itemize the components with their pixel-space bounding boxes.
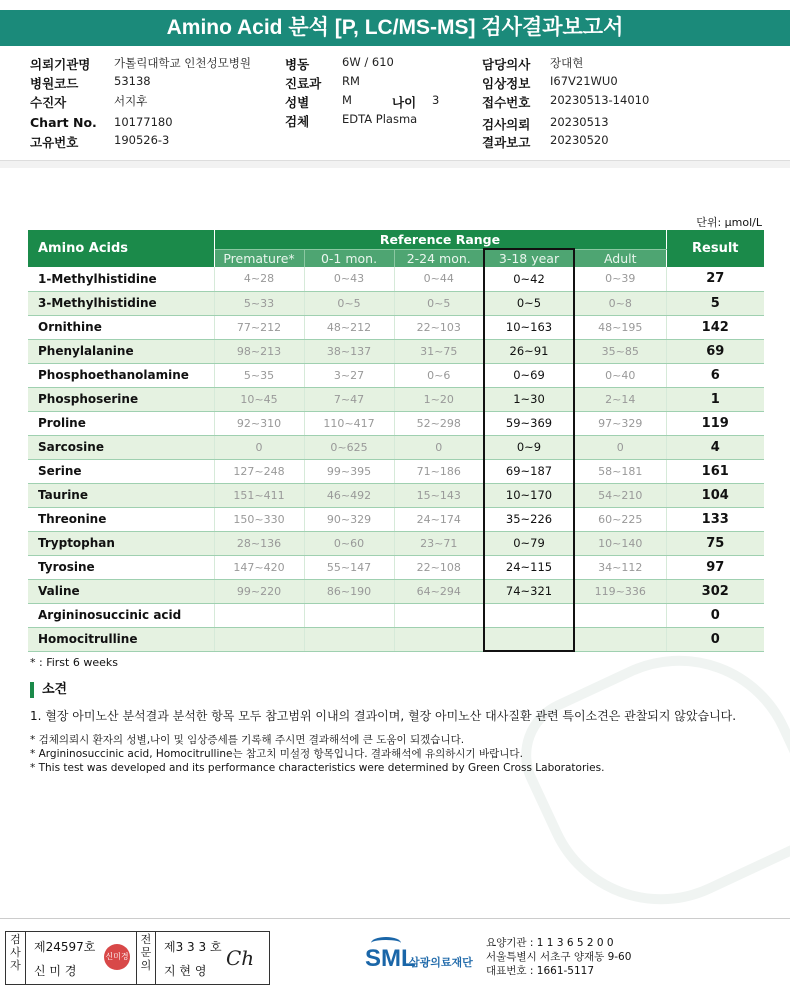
note-line: * This test was developed and its performance characteristics were determined by Green Cross Laboratories. bbox=[30, 762, 605, 774]
reference-range-cell: 26~91 bbox=[484, 339, 574, 363]
reference-range-cell: 69~187 bbox=[484, 459, 574, 483]
result-value: 4 bbox=[666, 435, 764, 459]
result-value: 142 bbox=[666, 315, 764, 339]
table-row bbox=[28, 387, 764, 411]
reference-range-cell: 2~14 bbox=[574, 387, 666, 411]
finding-text: 1. 혈장 아미노산 분석결과 분석한 항목 모두 참고범위 이내의 결과이며, 혈장 아미노산 대사질환 관련 특이소견은 관찰되지 않았습니다. bbox=[30, 709, 737, 723]
reference-range-cell bbox=[484, 603, 574, 627]
reference-range-cell: 0~42 bbox=[484, 267, 574, 291]
reference-range-cell: 151~411 bbox=[214, 483, 304, 507]
amino-acid-name: Argininosuccinic acid bbox=[28, 603, 214, 627]
info-label: 병원코드 bbox=[30, 76, 79, 91]
reference-range-cell: 0~43 bbox=[304, 267, 394, 291]
amino-acid-name: Sarcosine bbox=[28, 435, 214, 459]
reference-range-cell: 60~225 bbox=[574, 507, 666, 531]
amino-acid-table bbox=[28, 230, 764, 652]
amino-acid-name: Phosphoserine bbox=[28, 387, 214, 411]
unit-label: 단위: μmol/L bbox=[696, 216, 762, 229]
footer bbox=[0, 918, 790, 992]
table-row bbox=[28, 483, 764, 507]
table-row bbox=[28, 339, 764, 363]
amino-acid-name: Tryptophan bbox=[28, 531, 214, 555]
result-value: 0 bbox=[666, 627, 764, 651]
report-title: Amino Acid 분석 [P, LC/MS-MS] 검사결과보고서 bbox=[0, 10, 790, 46]
header-result: Result bbox=[666, 230, 764, 267]
reference-range-cell: 0~39 bbox=[574, 267, 666, 291]
reference-range-cell bbox=[304, 603, 394, 627]
info-value: 20230513-14010 bbox=[550, 93, 650, 107]
result-value: 69 bbox=[666, 339, 764, 363]
reference-range-cell: 22~103 bbox=[394, 315, 484, 339]
amino-acid-name: Proline bbox=[28, 411, 214, 435]
reference-range-cell: 90~329 bbox=[304, 507, 394, 531]
amino-acid-name: Tyrosine bbox=[28, 555, 214, 579]
result-value: 6 bbox=[666, 363, 764, 387]
info-value: EDTA Plasma bbox=[342, 112, 418, 126]
notes bbox=[30, 733, 604, 775]
amino-acid-name: Serine bbox=[28, 459, 214, 483]
reference-range-cell: 0~60 bbox=[304, 531, 394, 555]
reference-range-cell: 110~417 bbox=[304, 411, 394, 435]
specialist-license: 제3 3 3 호 bbox=[164, 940, 222, 954]
reference-range-cell: 5~35 bbox=[214, 363, 304, 387]
info-label: 검사의뢰 bbox=[482, 117, 531, 132]
info-label: 수진자 bbox=[30, 95, 67, 110]
reference-range-cell: 119~336 bbox=[574, 579, 666, 603]
reference-range-cell: 52~298 bbox=[394, 411, 484, 435]
reference-range-cell bbox=[574, 627, 666, 651]
examiner-stamp: 신미경 bbox=[104, 944, 130, 970]
examiner-label: 검사자 bbox=[6, 932, 26, 984]
table-row bbox=[28, 459, 764, 483]
reference-range-cell bbox=[214, 627, 304, 651]
reference-range-cell: 64~294 bbox=[394, 579, 484, 603]
result-value: 302 bbox=[666, 579, 764, 603]
reference-range-cell: 147~420 bbox=[214, 555, 304, 579]
info-value: 10177180 bbox=[114, 115, 173, 129]
reference-range-cell: 86~190 bbox=[304, 579, 394, 603]
section-divider bbox=[0, 160, 790, 168]
result-value: 97 bbox=[666, 555, 764, 579]
lab-phone: 대표번호 : 1661-5117 bbox=[486, 965, 595, 977]
info-value: RM bbox=[342, 74, 360, 88]
lab-name: 삼광의료재단 bbox=[409, 956, 473, 969]
reference-range-cell: 0~8 bbox=[574, 291, 666, 315]
reference-range-cell: 127~248 bbox=[214, 459, 304, 483]
reference-range-cell: 0~5 bbox=[304, 291, 394, 315]
reference-range-cell: 31~75 bbox=[394, 339, 484, 363]
header-amino-acids: Amino Acids bbox=[28, 230, 214, 267]
amino-acid-name: Ornithine bbox=[28, 315, 214, 339]
reference-range-cell: 55~147 bbox=[304, 555, 394, 579]
table-row bbox=[28, 315, 764, 339]
table-row bbox=[28, 363, 764, 387]
logo-text: SML bbox=[365, 945, 416, 972]
reference-range-cell: 58~181 bbox=[574, 459, 666, 483]
reference-range-cell: 35~226 bbox=[484, 507, 574, 531]
table-row bbox=[28, 411, 764, 435]
signature-box bbox=[5, 931, 270, 985]
reference-range-cell bbox=[394, 627, 484, 651]
reference-range-cell: 150~330 bbox=[214, 507, 304, 531]
reference-range-cell: 46~492 bbox=[304, 483, 394, 507]
reference-range-cell: 34~112 bbox=[574, 555, 666, 579]
amino-acid-name: 3-Methylhistidine bbox=[28, 291, 214, 315]
reference-range-cell: 10~163 bbox=[484, 315, 574, 339]
amino-acid-name: Homocitrulline bbox=[28, 627, 214, 651]
reference-range-cell: 23~71 bbox=[394, 531, 484, 555]
subheader-adult: Adult bbox=[574, 249, 666, 267]
reference-range-cell bbox=[574, 603, 666, 627]
reference-range-cell: 24~115 bbox=[484, 555, 574, 579]
examiner-license: 제24597호 bbox=[34, 940, 96, 954]
reference-range-cell: 24~174 bbox=[394, 507, 484, 531]
result-value: 104 bbox=[666, 483, 764, 507]
reference-range-cell: 0~69 bbox=[484, 363, 574, 387]
lab-address: 서울특별시 서초구 양재동 9-60 bbox=[486, 951, 632, 963]
info-label: 병동 bbox=[285, 57, 310, 72]
reference-range-cell bbox=[394, 603, 484, 627]
note-line: * 검체의뢰시 환자의 성별,나이 및 임상증세를 기록해 주시면 결과해석에 큰 도움이 되겠습니다. bbox=[30, 734, 465, 746]
age-value: 3 bbox=[432, 93, 440, 107]
reference-range-cell bbox=[484, 627, 574, 651]
section-title: 소견 bbox=[30, 682, 67, 698]
table-row bbox=[28, 579, 764, 603]
background-watermark bbox=[501, 616, 790, 943]
reference-range-cell: 48~212 bbox=[304, 315, 394, 339]
info-value: 20230520 bbox=[550, 133, 609, 147]
table-row bbox=[28, 555, 764, 579]
reference-range-cell: 15~143 bbox=[394, 483, 484, 507]
result-value: 133 bbox=[666, 507, 764, 531]
reference-range-cell: 10~45 bbox=[214, 387, 304, 411]
table-row bbox=[28, 627, 764, 651]
reference-range-cell: 99~220 bbox=[214, 579, 304, 603]
reference-range-cell: 0~5 bbox=[484, 291, 574, 315]
info-label: Chart No. bbox=[30, 115, 97, 130]
header-reference-range: Reference Range bbox=[214, 230, 666, 249]
reference-range-cell: 54~210 bbox=[574, 483, 666, 507]
reference-range-cell: 48~195 bbox=[574, 315, 666, 339]
result-value: 5 bbox=[666, 291, 764, 315]
amino-acid-name: Valine bbox=[28, 579, 214, 603]
reference-range-cell: 0~625 bbox=[304, 435, 394, 459]
amino-acid-rows bbox=[28, 267, 764, 651]
result-value: 1 bbox=[666, 387, 764, 411]
table-row bbox=[28, 531, 764, 555]
reference-range-cell: 0~5 bbox=[394, 291, 484, 315]
info-label: 고유번호 bbox=[30, 135, 79, 150]
amino-acid-name: Threonine bbox=[28, 507, 214, 531]
table-row bbox=[28, 267, 764, 291]
reference-range-cell bbox=[304, 627, 394, 651]
footnote: * : First 6 weeks bbox=[30, 656, 118, 669]
reference-range-cell: 35~85 bbox=[574, 339, 666, 363]
result-value: 161 bbox=[666, 459, 764, 483]
reference-range-cell: 3~27 bbox=[304, 363, 394, 387]
reference-range-cell: 71~186 bbox=[394, 459, 484, 483]
info-value: 서지후 bbox=[114, 94, 148, 108]
reference-range-cell: 99~395 bbox=[304, 459, 394, 483]
reference-range-cell: 1~20 bbox=[394, 387, 484, 411]
reference-range-cell: 92~310 bbox=[214, 411, 304, 435]
result-value: 0 bbox=[666, 603, 764, 627]
subheader-premature: Premature* bbox=[214, 249, 304, 267]
lab-code: 요양기관 : 1 1 3 6 5 2 0 0 bbox=[486, 937, 614, 949]
reference-range-cell: 4~28 bbox=[214, 267, 304, 291]
info-label: 의뢰기관명 bbox=[30, 57, 91, 72]
reference-range-cell: 10~140 bbox=[574, 531, 666, 555]
info-label: 담당의사 bbox=[482, 57, 531, 72]
info-value: 190526-3 bbox=[114, 133, 170, 147]
info-value: 가톨릭대학교 인천성모병원 bbox=[114, 56, 251, 70]
table-row bbox=[28, 435, 764, 459]
reference-range-cell: 98~213 bbox=[214, 339, 304, 363]
reference-range-cell: 0~40 bbox=[574, 363, 666, 387]
reference-range-cell: 7~47 bbox=[304, 387, 394, 411]
reference-range-cell: 59~369 bbox=[484, 411, 574, 435]
specialist-signature: Ch bbox=[226, 946, 255, 970]
reference-range-cell: 97~329 bbox=[574, 411, 666, 435]
reference-range-cell: 22~108 bbox=[394, 555, 484, 579]
reference-range-cell: 5~33 bbox=[214, 291, 304, 315]
reference-range-cell: 10~170 bbox=[484, 483, 574, 507]
reference-range-cell: 0 bbox=[574, 435, 666, 459]
examiner-name: 신 미 경 bbox=[34, 964, 77, 978]
info-label: 검체 bbox=[285, 114, 310, 129]
table-row bbox=[28, 507, 764, 531]
reference-range-cell: 0 bbox=[394, 435, 484, 459]
reference-range-cell: 0~79 bbox=[484, 531, 574, 555]
reference-range-cell: 28~136 bbox=[214, 531, 304, 555]
note-line: * Argininosuccinic acid, Homocitrulline는 참고치 미설정 항목입니다. 결과해석에 유의하시기 바랍니다. bbox=[30, 748, 523, 760]
reference-range-cell: 0~6 bbox=[394, 363, 484, 387]
info-label: 성별 bbox=[285, 95, 310, 110]
table-row bbox=[28, 603, 764, 627]
lab-address-block bbox=[486, 936, 631, 978]
amino-acid-name: Phenylalanine bbox=[28, 339, 214, 363]
subheader-0-1-mon: 0-1 mon. bbox=[304, 249, 394, 267]
amino-acid-name: Phosphoethanolamine bbox=[28, 363, 214, 387]
table-row bbox=[28, 291, 764, 315]
reference-range-cell: 0~44 bbox=[394, 267, 484, 291]
info-value: 53138 bbox=[114, 74, 151, 88]
info-label: 결과보고 bbox=[482, 135, 531, 150]
result-value: 27 bbox=[666, 267, 764, 291]
subheader-2-24-mon: 2-24 mon. bbox=[394, 249, 484, 267]
reference-range-cell: 0~9 bbox=[484, 435, 574, 459]
lab-logo bbox=[365, 937, 485, 973]
info-label: 진료과 bbox=[285, 76, 322, 91]
specialist-label: 전문의 bbox=[136, 932, 156, 984]
reference-range-cell bbox=[214, 603, 304, 627]
amino-acid-name: 1-Methylhistidine bbox=[28, 267, 214, 291]
reference-range-cell: 38~137 bbox=[304, 339, 394, 363]
specialist-name: 지 현 영 bbox=[164, 964, 207, 978]
info-value: 장대현 bbox=[550, 56, 584, 70]
info-value: M bbox=[342, 93, 352, 107]
info-value: 20230513 bbox=[550, 115, 609, 129]
info-label: 임상정보 bbox=[482, 76, 531, 91]
info-label: 접수번호 bbox=[482, 95, 531, 110]
result-value: 119 bbox=[666, 411, 764, 435]
reference-range-cell: 74~321 bbox=[484, 579, 574, 603]
subheader-3-18-year: 3-18 year bbox=[484, 249, 574, 267]
info-value: 6W / 610 bbox=[342, 55, 394, 69]
amino-acid-name: Taurine bbox=[28, 483, 214, 507]
reference-range-cell: 1~30 bbox=[484, 387, 574, 411]
reference-range-cell: 0 bbox=[214, 435, 304, 459]
result-value: 75 bbox=[666, 531, 764, 555]
age-label: 나이 bbox=[392, 95, 417, 110]
reference-range-cell: 77~212 bbox=[214, 315, 304, 339]
info-value: I67V21WU0 bbox=[550, 74, 618, 88]
